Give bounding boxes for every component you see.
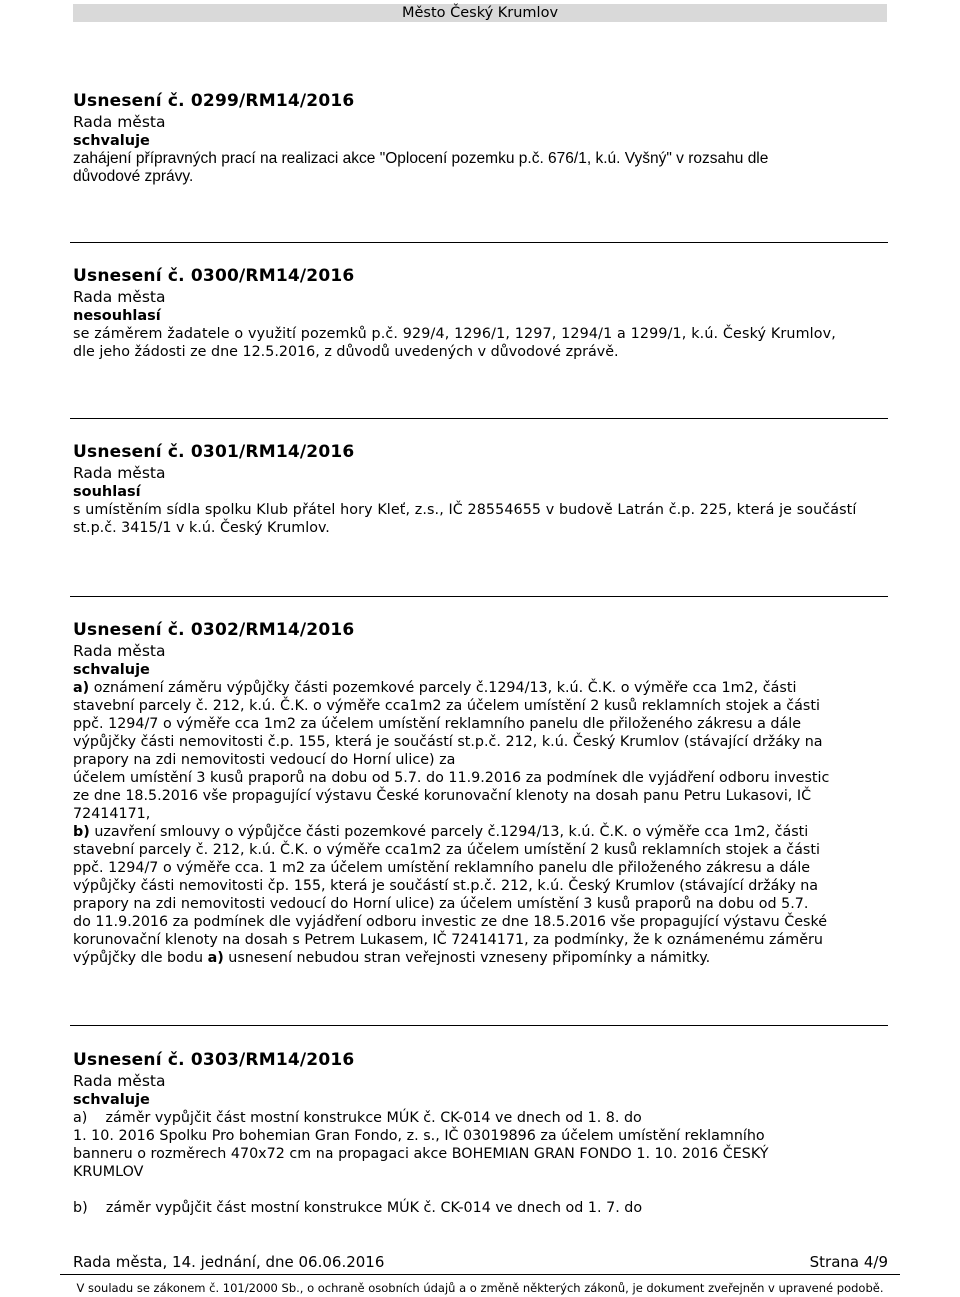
- item-marker: a): [207, 950, 224, 966]
- resolution-0301: [73, 441, 888, 537]
- resolution-body: Rada města: [73, 113, 166, 131]
- resolution-verb: schvaluje: [73, 133, 150, 149]
- resolution-verb: schvaluje: [73, 662, 150, 678]
- resolution-text-line: 72414171,: [73, 806, 151, 822]
- item-marker: b): [73, 824, 90, 840]
- separator-line: [70, 596, 888, 597]
- resolution-number: Usnesení č. 0302/RM14/2016: [73, 620, 355, 640]
- resolution-body: Rada města: [73, 642, 166, 660]
- resolution-0303: [73, 1049, 888, 1217]
- item-marker: a): [73, 680, 90, 696]
- resolution-0302: [73, 619, 888, 967]
- resolution-text-line: do 11.9.2016 za podmínek dle vyjádření odboru investic ze dne 18.5.2016 vše propagující výstavu České: [73, 914, 828, 930]
- separator-line: [70, 242, 888, 243]
- resolution-0299: [73, 90, 888, 186]
- resolution-text-line: s umístěním sídla spolku Klub přátel hory Kleť, z.s., IČ 28554655 v budově Latrán č.p. 225, která je součástí: [73, 502, 857, 518]
- resolution-text-line: zahájení přípravných prací na realizaci akce "Oplocení pozemku p.č. 676/1, k.ú. Vyšný" v rozsahu dle: [73, 150, 769, 167]
- footer-page-number: Strana 4/9: [809, 1253, 888, 1271]
- resolution-text-line: účelem umístění 3 kusů praporů na dobu od 5.7. do 11.9.2016 za podmínek dle vyjádření odboru investic: [73, 770, 830, 786]
- resolution-body: Rada města: [73, 288, 166, 306]
- resolution-text-line: korunovační klenoty na dosah s Petrem Lukasem, IČ 72414171, za podmínky, že k oznámenému záměru: [73, 932, 823, 948]
- blank-line: [73, 1181, 888, 1199]
- resolution-number: Usnesení č. 0300/RM14/2016: [73, 266, 355, 286]
- resolution-text-line: b) záměr vypůjčit část mostní konstrukce MÚK č. CK-014 ve dnech od 1. 7. do: [73, 1200, 643, 1216]
- resolution-text-line: a) záměr vypůjčit část mostní konstrukce MÚK č. CK-014 ve dnech od 1. 8. do: [73, 1110, 642, 1126]
- resolution-body: Rada města: [73, 1072, 166, 1090]
- resolution-text-line: dle jeho žádosti ze dne 12.5.2016, z důvodů uvedených v důvodové zprávě.: [73, 344, 619, 360]
- resolution-text-line: KRUMLOV: [73, 1164, 144, 1180]
- resolution-text-line: důvodové zprávy.: [73, 168, 194, 185]
- legal-notice: V souladu se zákonem č. 101/2000 Sb., o ochraně osobních údajů a o změně některých zákonů, je dokument zveřejněn v upravené podobě.: [76, 1281, 884, 1295]
- resolution-0300: [73, 265, 888, 361]
- resolution-text-line: ze dne 18.5.2016 vše propagující výstavu České korunovační klenoty na dosah panu Petru Lukasovi, IČ: [73, 788, 812, 804]
- resolution-text-line: 1. 10. 2016 Spolku Pro bohemian Gran Fondo, z. s., IČ 03019896 za účelem umístění reklamního: [73, 1128, 765, 1144]
- resolution-text-line: stavební parcely č. 212, k.ú. Č.K. o výměře cca1m2 za účelem umístění 2 kusů reklamních stojek a části: [73, 698, 820, 714]
- resolution-number: Usnesení č. 0299/RM14/2016: [73, 91, 355, 111]
- page-footer: [73, 1252, 888, 1272]
- resolution-text-line: a) oznámení záměru výpůjčky části pozemkové parcely č.1294/13, k.ú. Č.K. o výměře cca 1m2, části: [73, 680, 797, 696]
- separator-line: [70, 1025, 888, 1026]
- resolution-text-line: výpůjčky části nemovitosti čp. 155, která je součástí st.p.č. 212, k.ú. Český Krumlov (stávající držáky na: [73, 878, 819, 894]
- resolution-text-line: ppč. 1294/7 o výměře cca 1m2 za účelem umístění reklamního panelu dle přiloženého zákresu a dále: [73, 716, 801, 732]
- resolution-verb: schvaluje: [73, 1092, 150, 1108]
- resolution-text-line: výpůjčky části nemovitosti č.p. 155, která je součástí st.p.č. 212, k.ú. Český Krumlov (stávající držáky na: [73, 734, 823, 750]
- resolution-text-line: se záměrem žadatele o využití pozemků p.č. 929/4, 1296/1, 1297, 1294/1 a 1299/1, k.ú. Český Krumlov,: [73, 326, 836, 342]
- resolution-text-line: b) uzavření smlouvy o výpůjčce části pozemkové parcely č.1294/13, k.ú. Č.K. o výměře cca 1m2, části: [73, 824, 809, 840]
- resolution-text-line: banneru o rozměrech 470x72 cm na propagaci akce BOHEMIAN GRAN FONDO 1. 10. 2016 ČESKÝ: [73, 1146, 769, 1162]
- resolution-text-line: ppč. 1294/7 o výměře cca. 1 m2 za účelem umístění reklamního panelu dle přiloženého zákresu a dále: [73, 860, 811, 876]
- resolution-body: Rada města: [73, 464, 166, 482]
- resolution-number: Usnesení č. 0303/RM14/2016: [73, 1050, 355, 1070]
- separator-line: [70, 418, 888, 419]
- resolution-verb: souhlasí: [73, 484, 141, 500]
- resolution-number: Usnesení č. 0301/RM14/2016: [73, 442, 355, 462]
- resolution-text-line: prapory na zdi nemovitosti vedoucí do Horní ulice) za účelem umístění 3 kusů praporů na dobu od 5.7.: [73, 896, 809, 912]
- document-header: Město Český Krumlov: [73, 4, 887, 22]
- resolution-text-line: prapory na zdi nemovitosti vedoucí do Horní ulice) za: [73, 752, 456, 768]
- resolution-verb: nesouhlasí: [73, 308, 161, 324]
- resolution-text-line: výpůjčky dle bodu a) usnesení nebudou stran veřejnosti vzneseny připomínky a námitky.: [73, 950, 711, 966]
- footer-meeting-info: Rada města, 14. jednání, dne 06.06.2016: [73, 1253, 385, 1271]
- resolution-text-line: st.p.č. 3415/1 v k.ú. Český Krumlov.: [73, 520, 330, 536]
- footer-separator: [60, 1274, 900, 1275]
- resolution-text-line: stavební parcely č. 212, k.ú. Č.K. o výměře cca1m2 za účelem umístění 2 kusů reklamních stojek a části: [73, 842, 820, 858]
